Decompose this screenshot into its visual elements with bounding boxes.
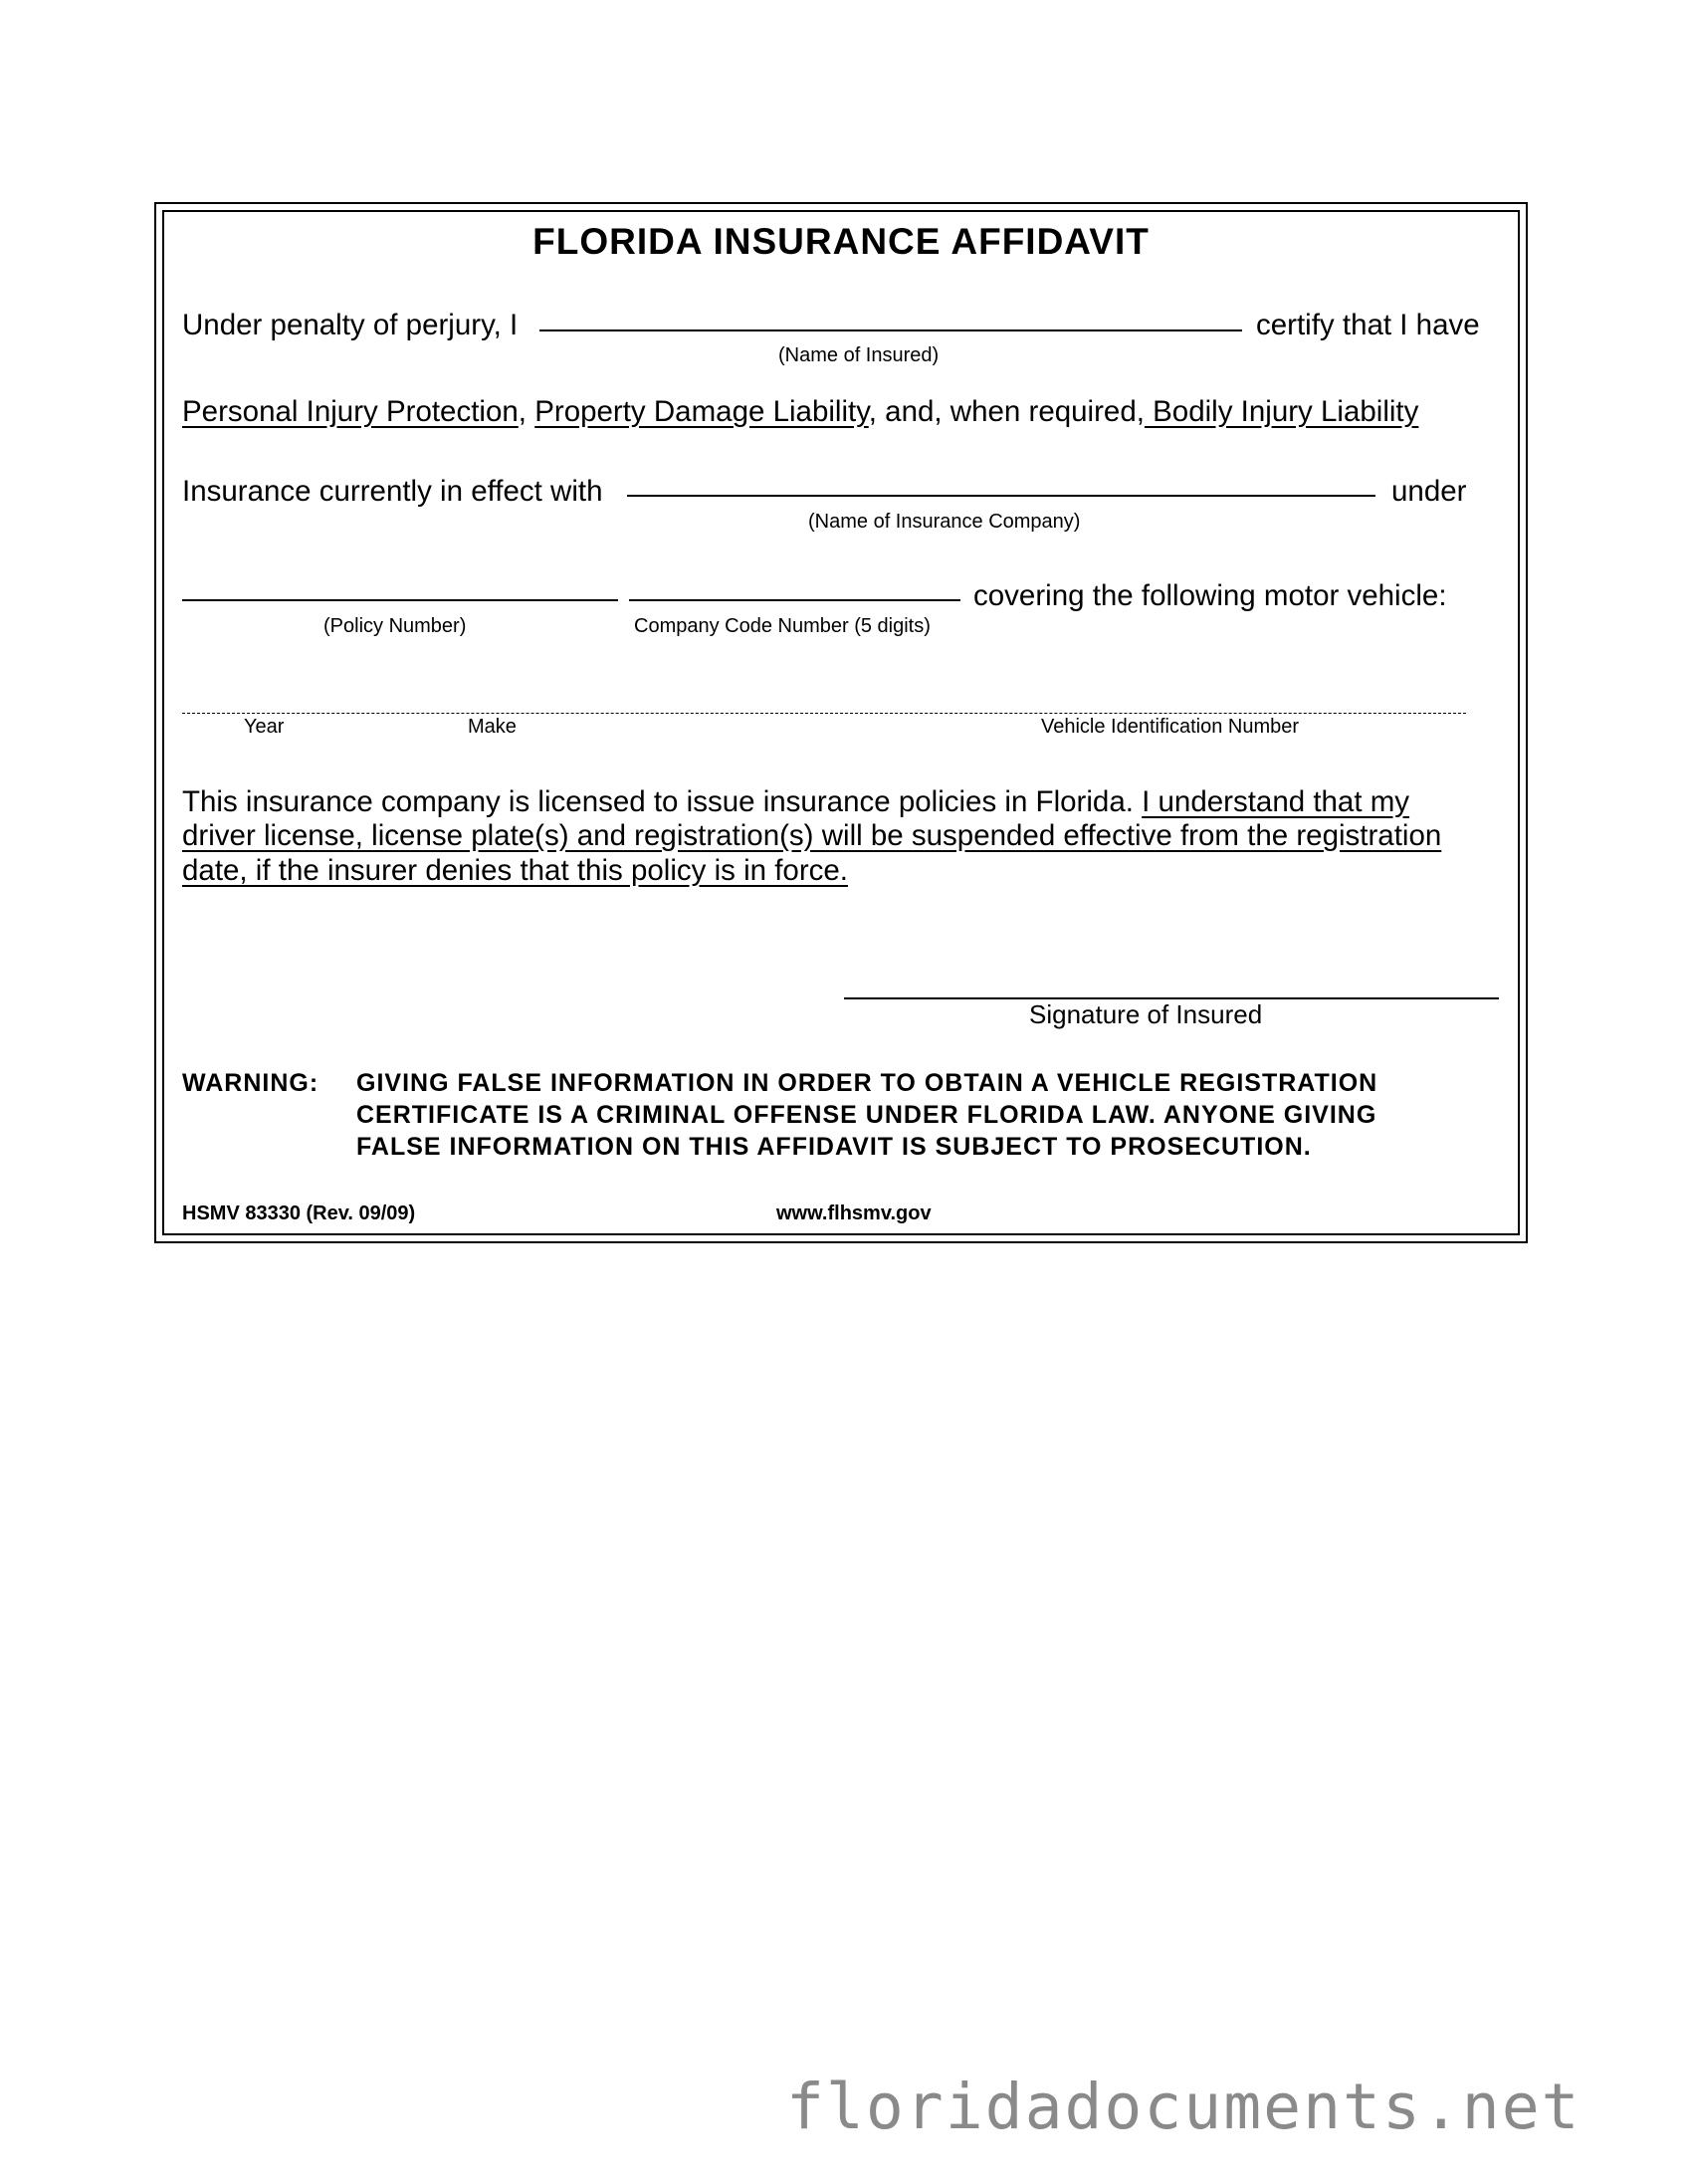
- company-code-caption: Company Code Number (5 digits): [634, 615, 931, 637]
- statement-line-2: driver license, license plate(s) and registration(s) will be suspended effective from the registration: [182, 819, 1442, 852]
- statement-line-3: date, if the insurer denies that this policy is in force.: [182, 854, 849, 887]
- insurance-company-field[interactable]: [627, 495, 1375, 497]
- year-caption: Year: [244, 716, 285, 738]
- warning-line-3: FALSE INFORMATION ON THIS AFFIDAVIT IS SUBJECT TO PROSECUTION.: [356, 1133, 1312, 1161]
- warning-line-1: GIVING FALSE INFORMATION IN ORDER TO OBTAIN A VEHICLE REGISTRATION: [356, 1069, 1378, 1097]
- warning-label: WARNING:: [182, 1069, 319, 1097]
- perjury-suffix: certify that I have: [1256, 309, 1480, 341]
- vehicle-lead-in: covering the following motor vehicle:: [973, 579, 1447, 612]
- policy-number-caption: (Policy Number): [323, 615, 467, 637]
- statement-underlined-1: I understand that my: [1142, 785, 1410, 818]
- watermark: floridadocuments.net: [786, 2071, 1582, 2143]
- insurer-suffix: under: [1391, 475, 1467, 508]
- coverage-separator-1: ,: [518, 395, 535, 428]
- signature-caption: Signature of Insured: [1029, 999, 1263, 1029]
- warning-line-2: CERTIFICATE IS A CRIMINAL OFFENSE UNDER FLORIDA LAW. ANYONE GIVING: [356, 1101, 1377, 1129]
- statement-line-1: [182, 785, 1409, 819]
- company-code-field[interactable]: [629, 599, 960, 601]
- name-of-insured-caption: (Name of Insured): [778, 344, 940, 366]
- make-caption: Make: [468, 716, 517, 738]
- insurance-company-caption: (Name of Insurance Company): [808, 511, 1081, 533]
- statement-plain: This insurance company is licensed to issue insurance policies in Florida.: [182, 785, 1143, 818]
- perjury-prefix: Under penalty of perjury, I: [182, 309, 519, 341]
- form-title: FLORIDA INSURANCE AFFIDAVIT: [532, 221, 1150, 262]
- vehicle-info-field[interactable]: [182, 713, 1466, 714]
- vin-caption: Vehicle Identification Number: [1041, 716, 1300, 738]
- name-of-insured-field[interactable]: [539, 329, 1242, 331]
- coverage-bil: Bodily Injury Liability: [1144, 395, 1419, 428]
- insurer-prefix: Insurance currently in effect with: [182, 475, 603, 508]
- form-number: HSMV 83330 (Rev. 09/09): [182, 1202, 416, 1224]
- website-link[interactable]: www.flhsmv.gov: [776, 1202, 932, 1224]
- policy-number-field[interactable]: [182, 599, 618, 601]
- coverage-pdl: Property Damage Liability: [534, 395, 869, 428]
- coverage-pip: Personal Injury Protection: [182, 395, 519, 428]
- coverage-separator-2: , and, when required,: [868, 395, 1145, 428]
- coverage-line: [182, 395, 1418, 429]
